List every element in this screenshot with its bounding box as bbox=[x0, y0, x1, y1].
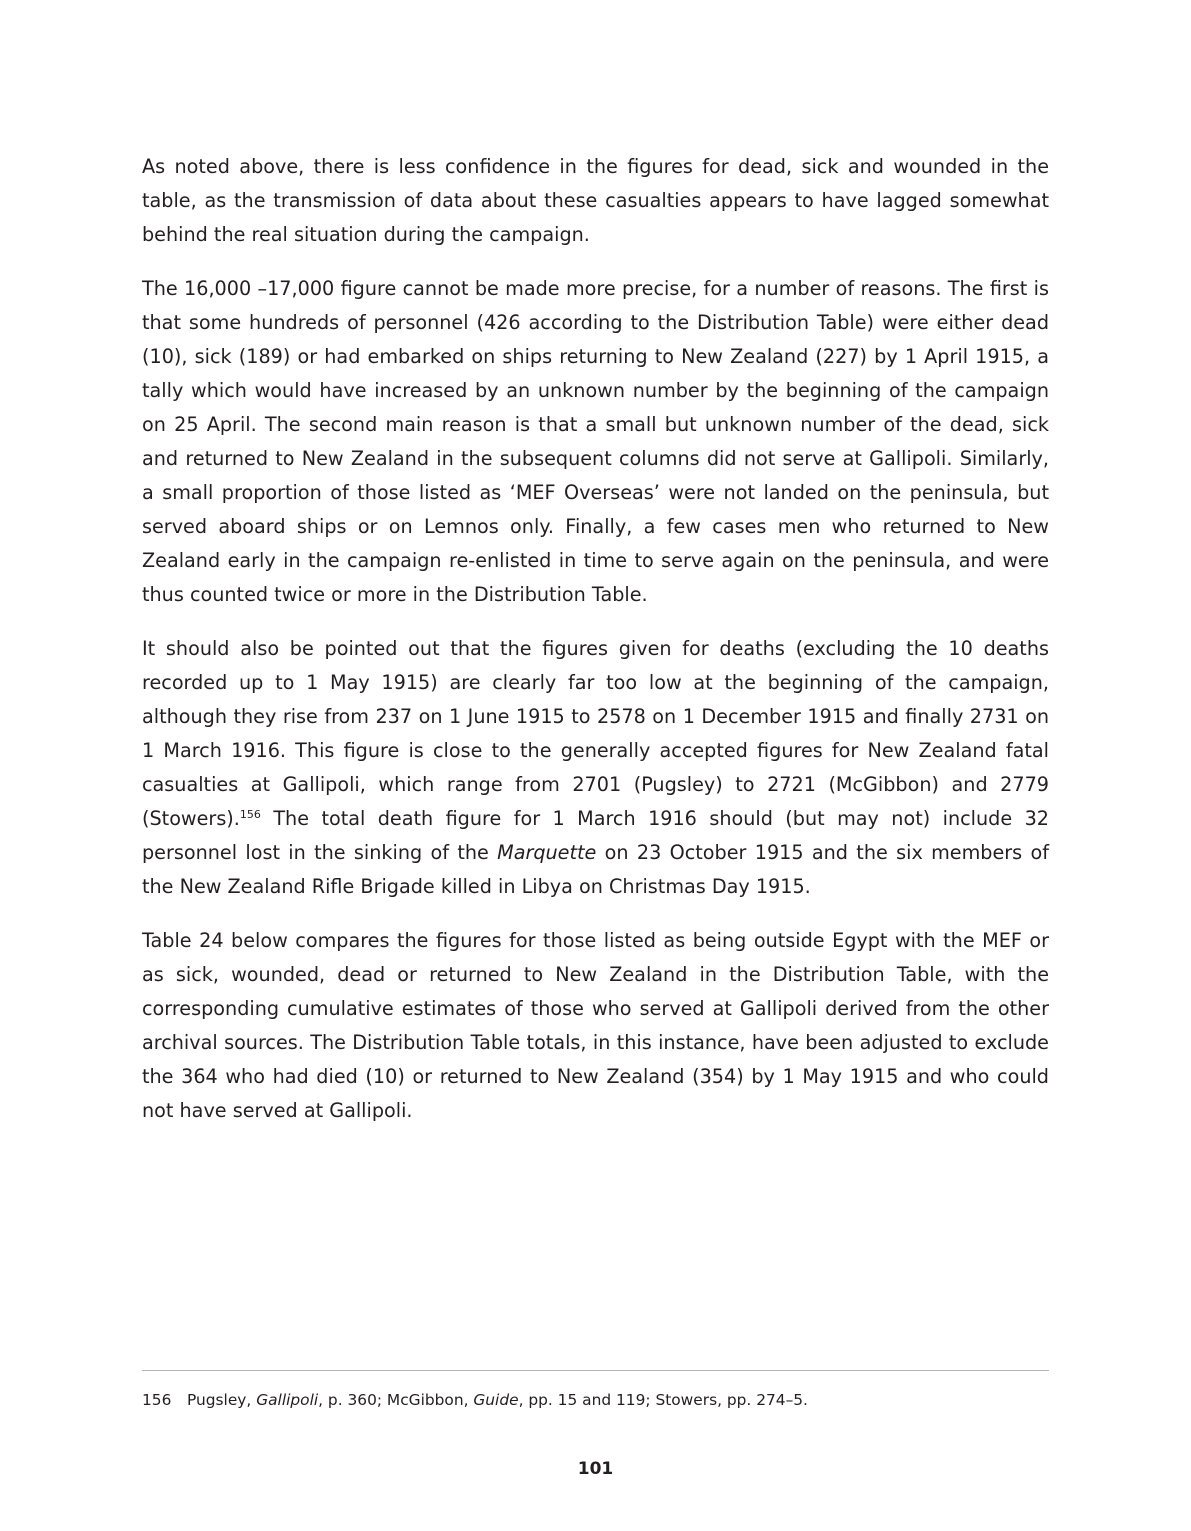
body-text bbox=[142, 150, 1049, 1128]
paragraph-1: As noted above, there is less confidence in the figures for dead, sick and wounded in the table, as the transmission of data about these casualties appears to have lagged somewhat behind the real situation during the campaign. bbox=[142, 155, 1049, 246]
footnote-156 bbox=[142, 1389, 1049, 1411]
paragraph-4: Table 24 below compares the figures for those listed as being outside Egypt with the MEF or as sick, wounded, dead or returned to New Zealand in the Distribution Table, with the corresponding cumulative estimates of those who served at Gallipoli derived from the other archival sources. The Distribution Table totals, in this instance, have been adjusted to exclude the 364 who had died (10) or returned to New Zealand (354) by 1 May 1915 and who could not have served at Gallipoli. bbox=[142, 929, 1049, 1122]
paragraph-3-text-c: on 23 October 1915 and the six members of the New Zealand Rifle Brigade killed in Libya on Christmas Day 1915. bbox=[142, 841, 1049, 898]
footnote-text-b: , p. 360; McGibbon, bbox=[318, 1391, 474, 1409]
footnote-title-gallipoli: Gallipoli bbox=[256, 1391, 319, 1409]
footnote-number: 156 bbox=[142, 1391, 172, 1409]
paragraph-3-text-a: It should also be pointed out that the figures given for deaths (excluding the 10 deaths recorded up to 1 May 1915) are clearly far too low at the beginning of the campaign, although they rise from 237 on 1 June 1915 to 2578 on 1 December 1915 and finally 2731 on 1 March 1916. This figure is close to the generally accepted figures for New Zealand fatal casualties at Gallipoli, which range from 2701 (Pugsley) to 2721 (McGibbon) and 2779 (Stowers). bbox=[142, 637, 1049, 830]
paragraph-2: The 16,000 –17,000 figure cannot be made more precise, for a number of reasons. The first is that some hundreds of personnel (426 according to the Distribution Table) were either dead (10), sick (189) or had embarked on ships returning to New Zealand (227) by 1 April 1915, a tally which would have increased by an unknown number by the beginning of the campaign on 25 April. The second main reason is that a small but unknown number of the dead, sick and returned to New Zealand in the subsequent columns did not serve at Gallipoli. Similarly, a small proportion of those listed as ‘MEF Overseas’ were not landed on the peninsula, but served aboard ships or on Lemnos only. Finally, a few cases men who returned to New Zealand early in the campaign re-enlisted in time to serve again on the peninsula, and were thus counted twice or more in the Distribution Table. bbox=[142, 277, 1049, 606]
footnote-reference-156[interactable]: 156 bbox=[239, 808, 261, 821]
paragraph-3 bbox=[142, 632, 1049, 904]
footnote-title-guide: Guide bbox=[473, 1391, 519, 1409]
page-number: 101 bbox=[577, 1459, 614, 1479]
paragraph-3-text-b: The total death figure for 1 March 1916 should (but may not) include 32 personnel lost in the sinking of the bbox=[142, 807, 1049, 864]
footnote-text-c: , pp. 15 and 119; Stowers, pp. 274–5. bbox=[518, 1391, 808, 1409]
footnote-text-a: Pugsley, bbox=[187, 1391, 257, 1409]
ship-name-italic: Marquette bbox=[497, 841, 597, 864]
footnote-divider bbox=[142, 1370, 1049, 1371]
